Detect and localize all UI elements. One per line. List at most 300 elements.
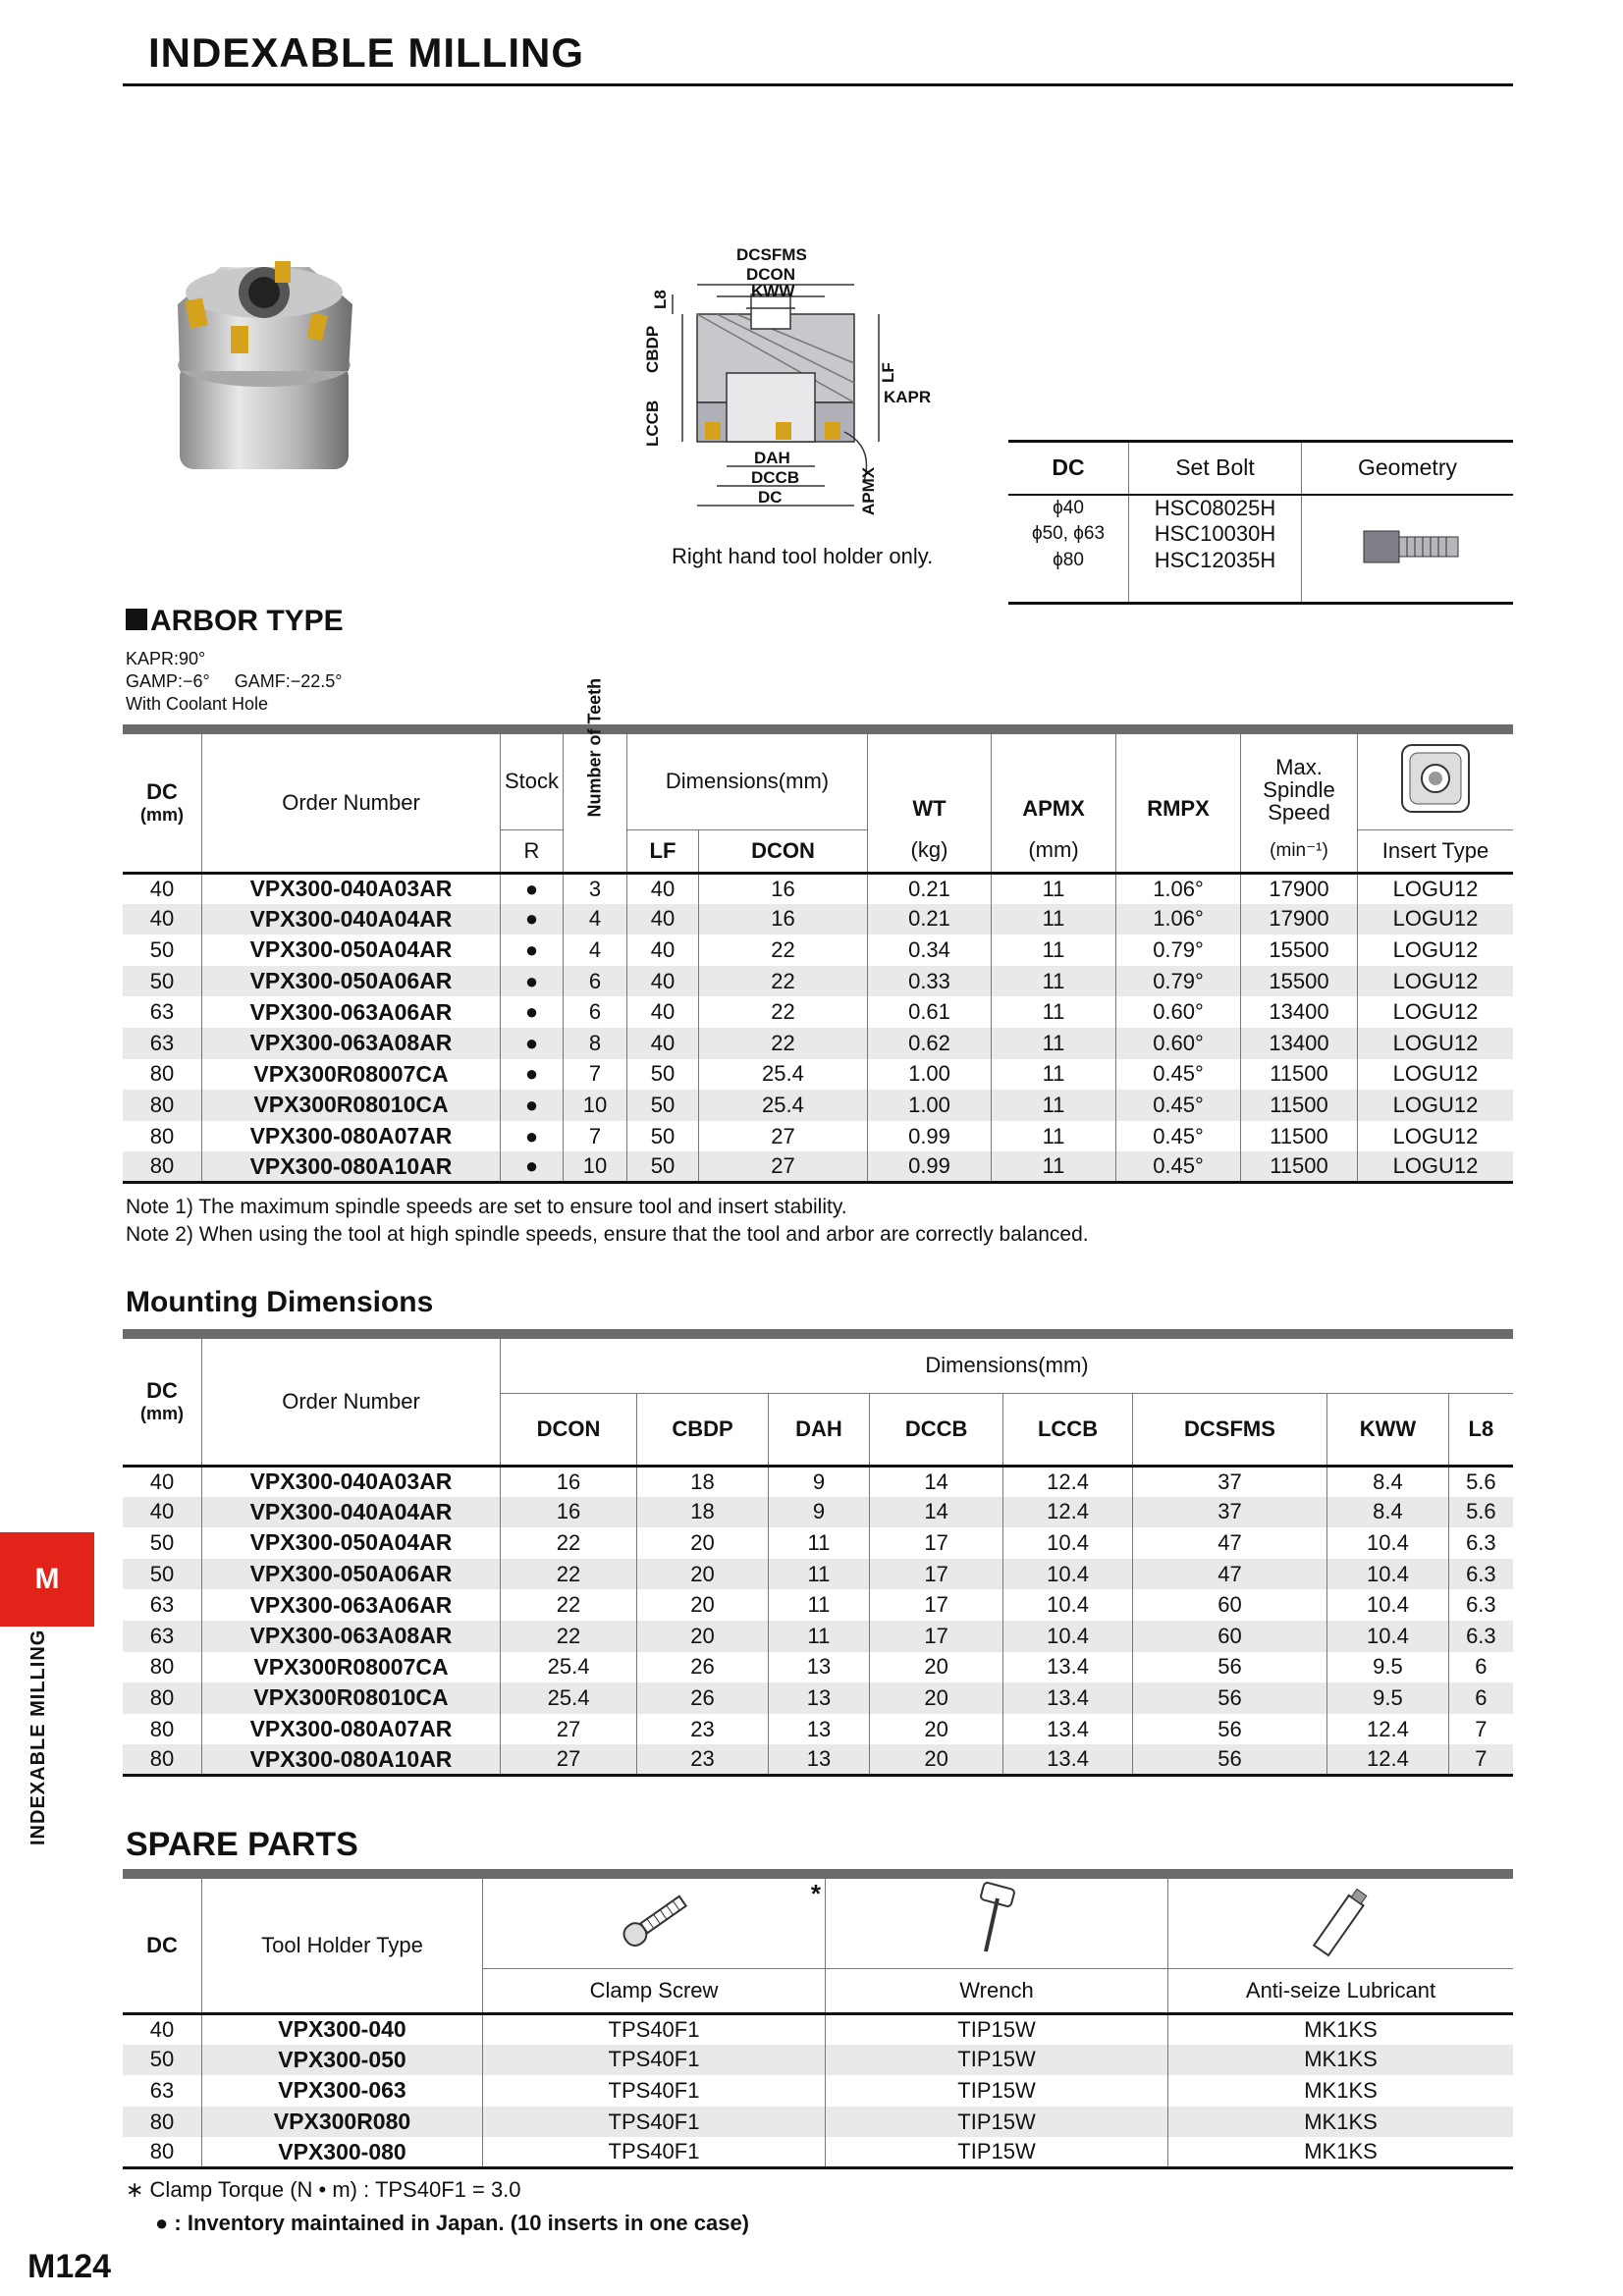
mount-cell-dccb: 17 [869, 1527, 1003, 1559]
mount-cell-dc: 80 [149, 1684, 175, 1710]
page-number: M124 [27, 2248, 112, 2285]
arbor-cell-wt: 0.61 [868, 996, 992, 1028]
arbor-row [123, 904, 1513, 935]
arbor-cell-max-speed: 15500 [1241, 934, 1358, 966]
mount-cell-dccb: 17 [869, 1559, 1003, 1590]
arbor-h-speed-unit: (min⁻¹) [1241, 829, 1358, 873]
arbor-cell-apmx: 11 [992, 873, 1116, 904]
arbor-cell-wt: 0.33 [868, 966, 992, 997]
arbor-h-stock: Stock [501, 729, 564, 829]
insert-icon [1396, 739, 1475, 818]
bolt-header-set-bolt: Set Bolt [1129, 442, 1302, 495]
arbor-cell-teeth: 6 [564, 966, 627, 997]
bolt-header-geometry: Geometry [1302, 442, 1514, 495]
arbor-cell-insert-type: LOGU12 [1358, 966, 1514, 997]
mount-cell-l8: 7 [1448, 1744, 1513, 1776]
spare-cell-holder-type: VPX300-050 [202, 2045, 483, 2076]
arbor-cell-wt: 0.99 [868, 1121, 992, 1152]
mounting-rows [123, 1466, 1513, 1776]
arbor-cell-insert-type: LOGU12 [1358, 1090, 1514, 1121]
diagram-label-kapr: KAPR [884, 388, 932, 406]
mount-cell-lccb: 12.4 [1003, 1497, 1132, 1528]
arbor-cell-dc: 40 [149, 906, 175, 932]
arbor-cell-max-speed: 17900 [1241, 904, 1358, 935]
arbor-cell-lf: 50 [627, 1059, 699, 1091]
mount-cell-dcsfms: 56 [1132, 1682, 1327, 1714]
arbor-cell-insert-type: LOGU12 [1358, 996, 1514, 1028]
arbor-cell-order-number: VPX300-040A03AR [202, 873, 501, 904]
mount-cell-dccb: 17 [869, 1621, 1003, 1652]
mount-cell-dcon: 27 [501, 1744, 637, 1776]
mount-cell-lccb: 12.4 [1003, 1466, 1132, 1497]
mount-cell-cbdp: 23 [637, 1744, 769, 1776]
arbor-cell-dc: 63 [149, 999, 175, 1025]
mount-cell-dcsfms: 60 [1132, 1589, 1327, 1621]
arbor-row [123, 966, 1513, 997]
arbor-cell-dcon: 22 [698, 1028, 867, 1059]
spare-cell-dc: 80 [149, 2139, 175, 2164]
spare-row [123, 2075, 1513, 2107]
spare-cell-dc: 40 [149, 2016, 175, 2042]
page-title: INDEXABLE MILLING [148, 29, 584, 76]
star-marker: * [810, 1879, 821, 1908]
mount-h-order: Order Number [202, 1334, 501, 1466]
arbor-h-rmpx: RMPX [1116, 729, 1241, 829]
mount-h-dah: DAH [769, 1393, 870, 1466]
arbor-h-wt-unit: (kg) [868, 829, 992, 873]
mounting-row [123, 1714, 1513, 1745]
arbor-cell-wt: 0.62 [868, 1028, 992, 1059]
mount-cell-dah: 9 [769, 1466, 870, 1497]
arbor-cell-order-number: VPX300-080A07AR [202, 1121, 501, 1152]
arbor-cell-dc: 80 [149, 1092, 175, 1117]
spare-parts-heading: SPARE PARTS [126, 1826, 358, 1863]
arbor-cell-max-speed: 11500 [1241, 1090, 1358, 1121]
mount-cell-dc: 50 [149, 1529, 175, 1555]
arbor-cell-wt: 0.21 [868, 904, 992, 935]
arbor-cell-insert-type: LOGU12 [1358, 904, 1514, 935]
diagram-label-dc: DC [758, 488, 783, 507]
spare-h-lube-image [1168, 1874, 1514, 1968]
mount-cell-order-number: VPX300-040A03AR [202, 1466, 501, 1497]
arbor-cell-dcon: 27 [698, 1151, 867, 1183]
h-speed3: Speed [1268, 800, 1330, 825]
mount-cell-dah: 9 [769, 1497, 870, 1528]
spare-h-dc: DC [123, 1874, 202, 2013]
arbor-cell-apmx: 11 [992, 1090, 1116, 1121]
arbor-cell-dcon: 16 [698, 904, 867, 935]
mount-cell-dcsfms: 56 [1132, 1714, 1327, 1745]
spare-rows [123, 2013, 1513, 2168]
arbor-cell-lf: 40 [627, 873, 699, 904]
arbor-cell-rmpx: 1.06° [1116, 873, 1241, 904]
mount-cell-cbdp: 26 [637, 1652, 769, 1683]
arbor-cell-lf: 50 [627, 1090, 699, 1121]
mount-cell-dccb: 14 [869, 1497, 1003, 1528]
arbor-cell-insert-type: LOGU12 [1358, 934, 1514, 966]
mount-cell-l8: 6 [1448, 1682, 1513, 1714]
spec-kapr: KAPR:90° [126, 649, 206, 668]
arbor-cell-apmx: 11 [992, 1151, 1116, 1183]
mount-cell-order-number: VPX300-050A06AR [202, 1559, 501, 1590]
side-section-label: INDEXABLE MILLING [27, 1629, 49, 1845]
arbor-cell-order-number: VPX300-050A04AR [202, 934, 501, 966]
arbor-cell-insert-type: LOGU12 [1358, 873, 1514, 904]
mount-cell-dah: 11 [769, 1589, 870, 1621]
arbor-cell-dcon: 16 [698, 873, 867, 904]
mount-cell-dah: 11 [769, 1621, 870, 1652]
mount-cell-dah: 13 [769, 1682, 870, 1714]
spare-cell-wrench: TIP15W [826, 2137, 1168, 2168]
mount-cell-kww: 8.4 [1327, 1466, 1449, 1497]
mount-cell-cbdp: 23 [637, 1714, 769, 1745]
mount-cell-dcsfms: 56 [1132, 1652, 1327, 1683]
arbor-cell-rmpx: 0.79° [1116, 966, 1241, 997]
mounting-row [123, 1589, 1513, 1621]
spare-h-lube: Anti-seize Lubricant [1168, 1968, 1514, 2013]
arbor-cell-rmpx: 0.45° [1116, 1121, 1241, 1152]
mount-cell-dcsfms: 47 [1132, 1527, 1327, 1559]
mh-dc-unit: (mm) [140, 1404, 184, 1424]
tool-dimension-diagram [628, 236, 982, 530]
set-bolt-table [1008, 440, 1513, 605]
arbor-cell-apmx: 11 [992, 904, 1116, 935]
mount-cell-kww: 12.4 [1327, 1744, 1449, 1776]
arbor-cell-apmx: 11 [992, 1059, 1116, 1091]
mount-cell-lccb: 13.4 [1003, 1714, 1132, 1745]
mount-cell-cbdp: 20 [637, 1527, 769, 1559]
arbor-cell-rmpx: 0.60° [1116, 996, 1241, 1028]
spare-h-wrench-image [826, 1874, 1168, 1968]
arbor-cell-dc: 50 [149, 968, 175, 993]
mount-cell-dah: 13 [769, 1744, 870, 1776]
mount-h-dims: Dimensions(mm) [501, 1334, 1514, 1393]
arbor-cell-lf: 40 [627, 1028, 699, 1059]
mount-cell-dcsfms: 56 [1132, 1744, 1327, 1776]
arbor-cell-stock: ● [501, 1059, 564, 1091]
spare-h-wrench: Wrench [826, 1968, 1168, 2013]
mount-cell-l8: 7 [1448, 1714, 1513, 1745]
mh-dc: DC [146, 1378, 178, 1404]
mount-cell-order-number: VPX300-063A06AR [202, 1589, 501, 1621]
mount-cell-l8: 5.6 [1448, 1466, 1513, 1497]
bolt-part: HSC08025H [1129, 495, 1302, 521]
arbor-cell-dc: 40 [149, 876, 175, 901]
h-speed2: Spindle [1263, 777, 1335, 802]
bolt-part: HSC10030H [1129, 521, 1302, 548]
mount-cell-lccb: 10.4 [1003, 1589, 1132, 1621]
mount-cell-dah: 13 [769, 1652, 870, 1683]
arbor-cell-dcon: 22 [698, 996, 867, 1028]
mount-cell-dc: 40 [149, 1468, 175, 1494]
arbor-specs [126, 648, 342, 716]
mounting-row [123, 1682, 1513, 1714]
spec-gamp-gamf: GAMP:−6° GAMF:−22.5° [126, 671, 343, 691]
mount-cell-cbdp: 20 [637, 1589, 769, 1621]
spare-row [123, 2137, 1513, 2168]
mount-cell-lccb: 13.4 [1003, 1682, 1132, 1714]
bolt-dc: ϕ50, ϕ63 [1031, 523, 1106, 544]
arbor-cell-stock: ● [501, 904, 564, 935]
mount-cell-dcsfms: 37 [1132, 1466, 1327, 1497]
arbor-row [123, 1121, 1513, 1152]
arbor-cell-lf: 50 [627, 1121, 699, 1152]
arbor-h-dims: Dimensions(mm) [627, 729, 868, 829]
section-tab-m[interactable]: M [0, 1532, 94, 1627]
mount-cell-dccb: 20 [869, 1744, 1003, 1776]
mounting-row [123, 1652, 1513, 1683]
mount-cell-dccb: 20 [869, 1652, 1003, 1683]
arbor-cell-order-number: VPX300R08007CA [202, 1059, 501, 1091]
diagram-label-dcsfms: DCSFMS [736, 245, 807, 264]
spare-cell-wrench: TIP15W [826, 2013, 1168, 2045]
arbor-cell-rmpx: 1.06° [1116, 904, 1241, 935]
mount-cell-l8: 6.3 [1448, 1527, 1513, 1559]
mount-cell-dccb: 17 [869, 1589, 1003, 1621]
spare-cell-holder-type: VPX300-063 [202, 2075, 483, 2107]
mount-cell-dc: 50 [149, 1561, 175, 1586]
diagram-label-dah: DAH [754, 449, 790, 467]
mount-h-dcon: DCON [501, 1393, 637, 1466]
arbor-cell-stock: ● [501, 1028, 564, 1059]
arbor-h-insert-image [1358, 729, 1514, 829]
arbor-cell-apmx: 11 [992, 934, 1116, 966]
mount-h-lccb: LCCB [1003, 1393, 1132, 1466]
spare-cell-wrench: TIP15W [826, 2075, 1168, 2107]
spare-cell-lubricant: MK1KS [1168, 2013, 1514, 2045]
arbor-cell-stock: ● [501, 934, 564, 966]
arbor-cell-wt: 0.99 [868, 1151, 992, 1183]
mount-cell-dcon: 16 [501, 1497, 637, 1528]
arbor-cell-dc: 50 [149, 936, 175, 962]
spare-row [123, 2107, 1513, 2138]
mount-cell-cbdp: 26 [637, 1682, 769, 1714]
diagram-label-lf: LF [879, 362, 897, 383]
arbor-rows [123, 873, 1513, 1183]
arbor-cell-teeth: 4 [564, 934, 627, 966]
mount-h-l8: L8 [1448, 1393, 1513, 1466]
arbor-cell-stock: ● [501, 996, 564, 1028]
arbor-cell-dc: 80 [149, 1123, 175, 1148]
arbor-cell-wt: 0.34 [868, 934, 992, 966]
mounting-row [123, 1621, 1513, 1652]
arbor-h-stock-r: R [501, 829, 564, 873]
diagram-caption: Right hand tool holder only. [672, 544, 934, 568]
arbor-cell-max-speed: 17900 [1241, 873, 1358, 904]
arbor-cell-teeth: 7 [564, 1121, 627, 1152]
arbor-cell-order-number: VPX300-040A04AR [202, 904, 501, 935]
arbor-cell-order-number: VPX300-063A06AR [202, 996, 501, 1028]
heading-square-icon [126, 609, 147, 630]
arbor-cell-order-number: VPX300-080A10AR [202, 1151, 501, 1183]
arbor-row [123, 1059, 1513, 1091]
arbor-cell-stock: ● [501, 1090, 564, 1121]
arbor-cell-lf: 40 [627, 966, 699, 997]
arbor-cell-stock: ● [501, 1121, 564, 1152]
arbor-cell-insert-type: LOGU12 [1358, 1151, 1514, 1183]
spare-cell-holder-type: VPX300-080 [202, 2137, 483, 2168]
mount-cell-l8: 6 [1448, 1652, 1513, 1683]
arbor-row [123, 996, 1513, 1028]
arbor-cell-rmpx: 0.60° [1116, 1028, 1241, 1059]
arbor-cell-max-speed: 11500 [1241, 1121, 1358, 1152]
mounting-heading: Mounting Dimensions [126, 1286, 434, 1318]
mount-cell-kww: 10.4 [1327, 1589, 1449, 1621]
inventory-note: ● : Inventory maintained in Japan. (10 inserts in one case) [155, 2211, 750, 2235]
spec-coolant: With Coolant Hole [126, 694, 269, 714]
arbor-cell-dcon: 22 [698, 966, 867, 997]
h-speed1: Max. [1275, 755, 1323, 779]
arbor-cell-apmx: 11 [992, 1028, 1116, 1059]
arbor-h-apmx: APMX [992, 729, 1116, 829]
mount-h-dcsfms: DCSFMS [1132, 1393, 1327, 1466]
arbor-cell-wt: 0.21 [868, 873, 992, 904]
spare-cell-holder-type: VPX300-040 [202, 2013, 483, 2045]
spare-cell-clamp-screw: TPS40F1 [483, 2045, 826, 2076]
clamp-screw-icon [610, 1881, 698, 1959]
arbor-cell-teeth: 6 [564, 996, 627, 1028]
mount-cell-kww: 12.4 [1327, 1714, 1449, 1745]
arbor-cell-rmpx: 0.45° [1116, 1151, 1241, 1183]
mount-cell-dah: 11 [769, 1527, 870, 1559]
arbor-h-dcon: DCON [698, 829, 867, 873]
arbor-cell-dc: 80 [149, 1061, 175, 1087]
arbor-cell-order-number: VPX300-063A08AR [202, 1028, 501, 1059]
diagram-label-l8: L8 [651, 290, 670, 309]
title-rule [123, 83, 1513, 86]
spare-cell-holder-type: VPX300R080 [202, 2107, 483, 2138]
diagram-label-dcon: DCON [746, 265, 796, 284]
arbor-h-order: Order Number [202, 729, 501, 873]
arbor-notes [126, 1194, 1089, 1249]
spare-h-screw: Clamp Screw [483, 1968, 826, 2013]
arbor-cell-stock: ● [501, 873, 564, 904]
mount-cell-order-number: VPX300R08010CA [202, 1682, 501, 1714]
arbor-title-text: ARBOR TYPE [150, 605, 344, 637]
mount-cell-lccb: 13.4 [1003, 1652, 1132, 1683]
arbor-h-insert: Insert Type [1358, 829, 1514, 873]
arbor-cell-max-speed: 11500 [1241, 1059, 1358, 1091]
arbor-cell-apmx: 11 [992, 996, 1116, 1028]
mount-cell-dc: 80 [149, 1746, 175, 1772]
arbor-cell-dcon: 27 [698, 1121, 867, 1152]
mount-cell-dc: 63 [149, 1623, 175, 1648]
mount-cell-dcon: 16 [501, 1466, 637, 1497]
arbor-cell-order-number: VPX300-050A06AR [202, 966, 501, 997]
mounting-row [123, 1744, 1513, 1776]
arbor-h-apmx-unit: (mm) [992, 829, 1116, 873]
arbor-cell-wt: 1.00 [868, 1090, 992, 1121]
spare-h-screw-image [483, 1874, 826, 1968]
spare-row [123, 2013, 1513, 2045]
mount-cell-dc: 40 [149, 1499, 175, 1524]
spare-row [123, 2045, 1513, 2076]
mount-cell-dcsfms: 60 [1132, 1621, 1327, 1652]
h-dc-unit: (mm) [140, 805, 184, 826]
arbor-type-heading [126, 605, 344, 638]
mount-cell-cbdp: 20 [637, 1559, 769, 1590]
mount-cell-dcon: 22 [501, 1559, 637, 1590]
arbor-cell-dcon: 25.4 [698, 1059, 867, 1091]
mount-cell-kww: 10.4 [1327, 1621, 1449, 1652]
lubricant-tube-icon [1297, 1881, 1385, 1959]
arbor-cell-rmpx: 0.79° [1116, 934, 1241, 966]
mount-cell-order-number: VPX300-080A10AR [202, 1744, 501, 1776]
bolt-geometry-icon [1344, 521, 1472, 570]
mount-cell-dcon: 22 [501, 1527, 637, 1559]
spare-cell-lubricant: MK1KS [1168, 2107, 1514, 2138]
mount-cell-l8: 6.3 [1448, 1589, 1513, 1621]
mount-cell-lccb: 10.4 [1003, 1621, 1132, 1652]
mount-cell-l8: 5.6 [1448, 1497, 1513, 1528]
mounting-row [123, 1559, 1513, 1590]
mounting-row [123, 1497, 1513, 1528]
diagram-label-apmx: APMX [859, 466, 878, 515]
mount-cell-l8: 6.3 [1448, 1559, 1513, 1590]
mount-cell-lccb: 13.4 [1003, 1744, 1132, 1776]
mount-h-dccb: DCCB [869, 1393, 1003, 1466]
arbor-cell-rmpx: 0.45° [1116, 1090, 1241, 1121]
arbor-cell-wt: 1.00 [868, 1059, 992, 1091]
mount-cell-dah: 13 [769, 1714, 870, 1745]
mount-cell-lccb: 10.4 [1003, 1559, 1132, 1590]
mount-cell-dc: 80 [149, 1654, 175, 1680]
mount-cell-cbdp: 18 [637, 1466, 769, 1497]
arbor-cell-rmpx: 0.45° [1116, 1059, 1241, 1091]
arbor-h-dc [123, 729, 202, 873]
mount-cell-cbdp: 20 [637, 1621, 769, 1652]
arbor-cell-teeth: 10 [564, 1090, 627, 1121]
mount-cell-order-number: VPX300-063A08AR [202, 1621, 501, 1652]
mount-cell-dcsfms: 37 [1132, 1497, 1327, 1528]
mount-cell-dcon: 25.4 [501, 1652, 637, 1683]
arbor-row [123, 1090, 1513, 1121]
arbor-cell-dc: 63 [149, 1030, 175, 1055]
spare-cell-lubricant: MK1KS [1168, 2137, 1514, 2168]
arbor-cell-lf: 40 [627, 934, 699, 966]
bolt-dc: ϕ40 [1053, 497, 1084, 518]
mount-cell-dccb: 20 [869, 1682, 1003, 1714]
diagram-label-kww: KWW [751, 282, 795, 300]
diagram-label-dccb: DCCB [751, 468, 800, 487]
arbor-cell-insert-type: LOGU12 [1358, 1121, 1514, 1152]
mount-cell-dah: 11 [769, 1559, 870, 1590]
mount-cell-dcon: 22 [501, 1621, 637, 1652]
bolt-geometry [1302, 495, 1514, 604]
mount-cell-l8: 6.3 [1448, 1621, 1513, 1652]
arbor-cell-max-speed: 11500 [1241, 1151, 1358, 1183]
spare-cell-dc: 80 [149, 2109, 175, 2134]
spare-cell-lubricant: MK1KS [1168, 2075, 1514, 2107]
arbor-cell-lf: 40 [627, 904, 699, 935]
arbor-cell-order-number: VPX300R08010CA [202, 1090, 501, 1121]
mount-cell-order-number: VPX300-050A04AR [202, 1527, 501, 1559]
arbor-row [123, 1028, 1513, 1059]
mount-h-kww: KWW [1327, 1393, 1449, 1466]
diagram-label-cbdp: CBDP [643, 325, 662, 373]
arbor-h-speed [1241, 729, 1358, 829]
h-dc: DC [146, 779, 178, 805]
arbor-cell-teeth: 4 [564, 904, 627, 935]
arbor-cell-max-speed: 13400 [1241, 1028, 1358, 1059]
arbor-cell-teeth: 3 [564, 873, 627, 904]
spare-cell-clamp-screw: TPS40F1 [483, 2013, 826, 2045]
arbor-cell-lf: 40 [627, 996, 699, 1028]
arbor-cell-dcon: 25.4 [698, 1090, 867, 1121]
arbor-row [123, 1151, 1513, 1183]
arbor-cell-teeth: 10 [564, 1151, 627, 1183]
spare-parts-table [123, 1869, 1513, 2169]
